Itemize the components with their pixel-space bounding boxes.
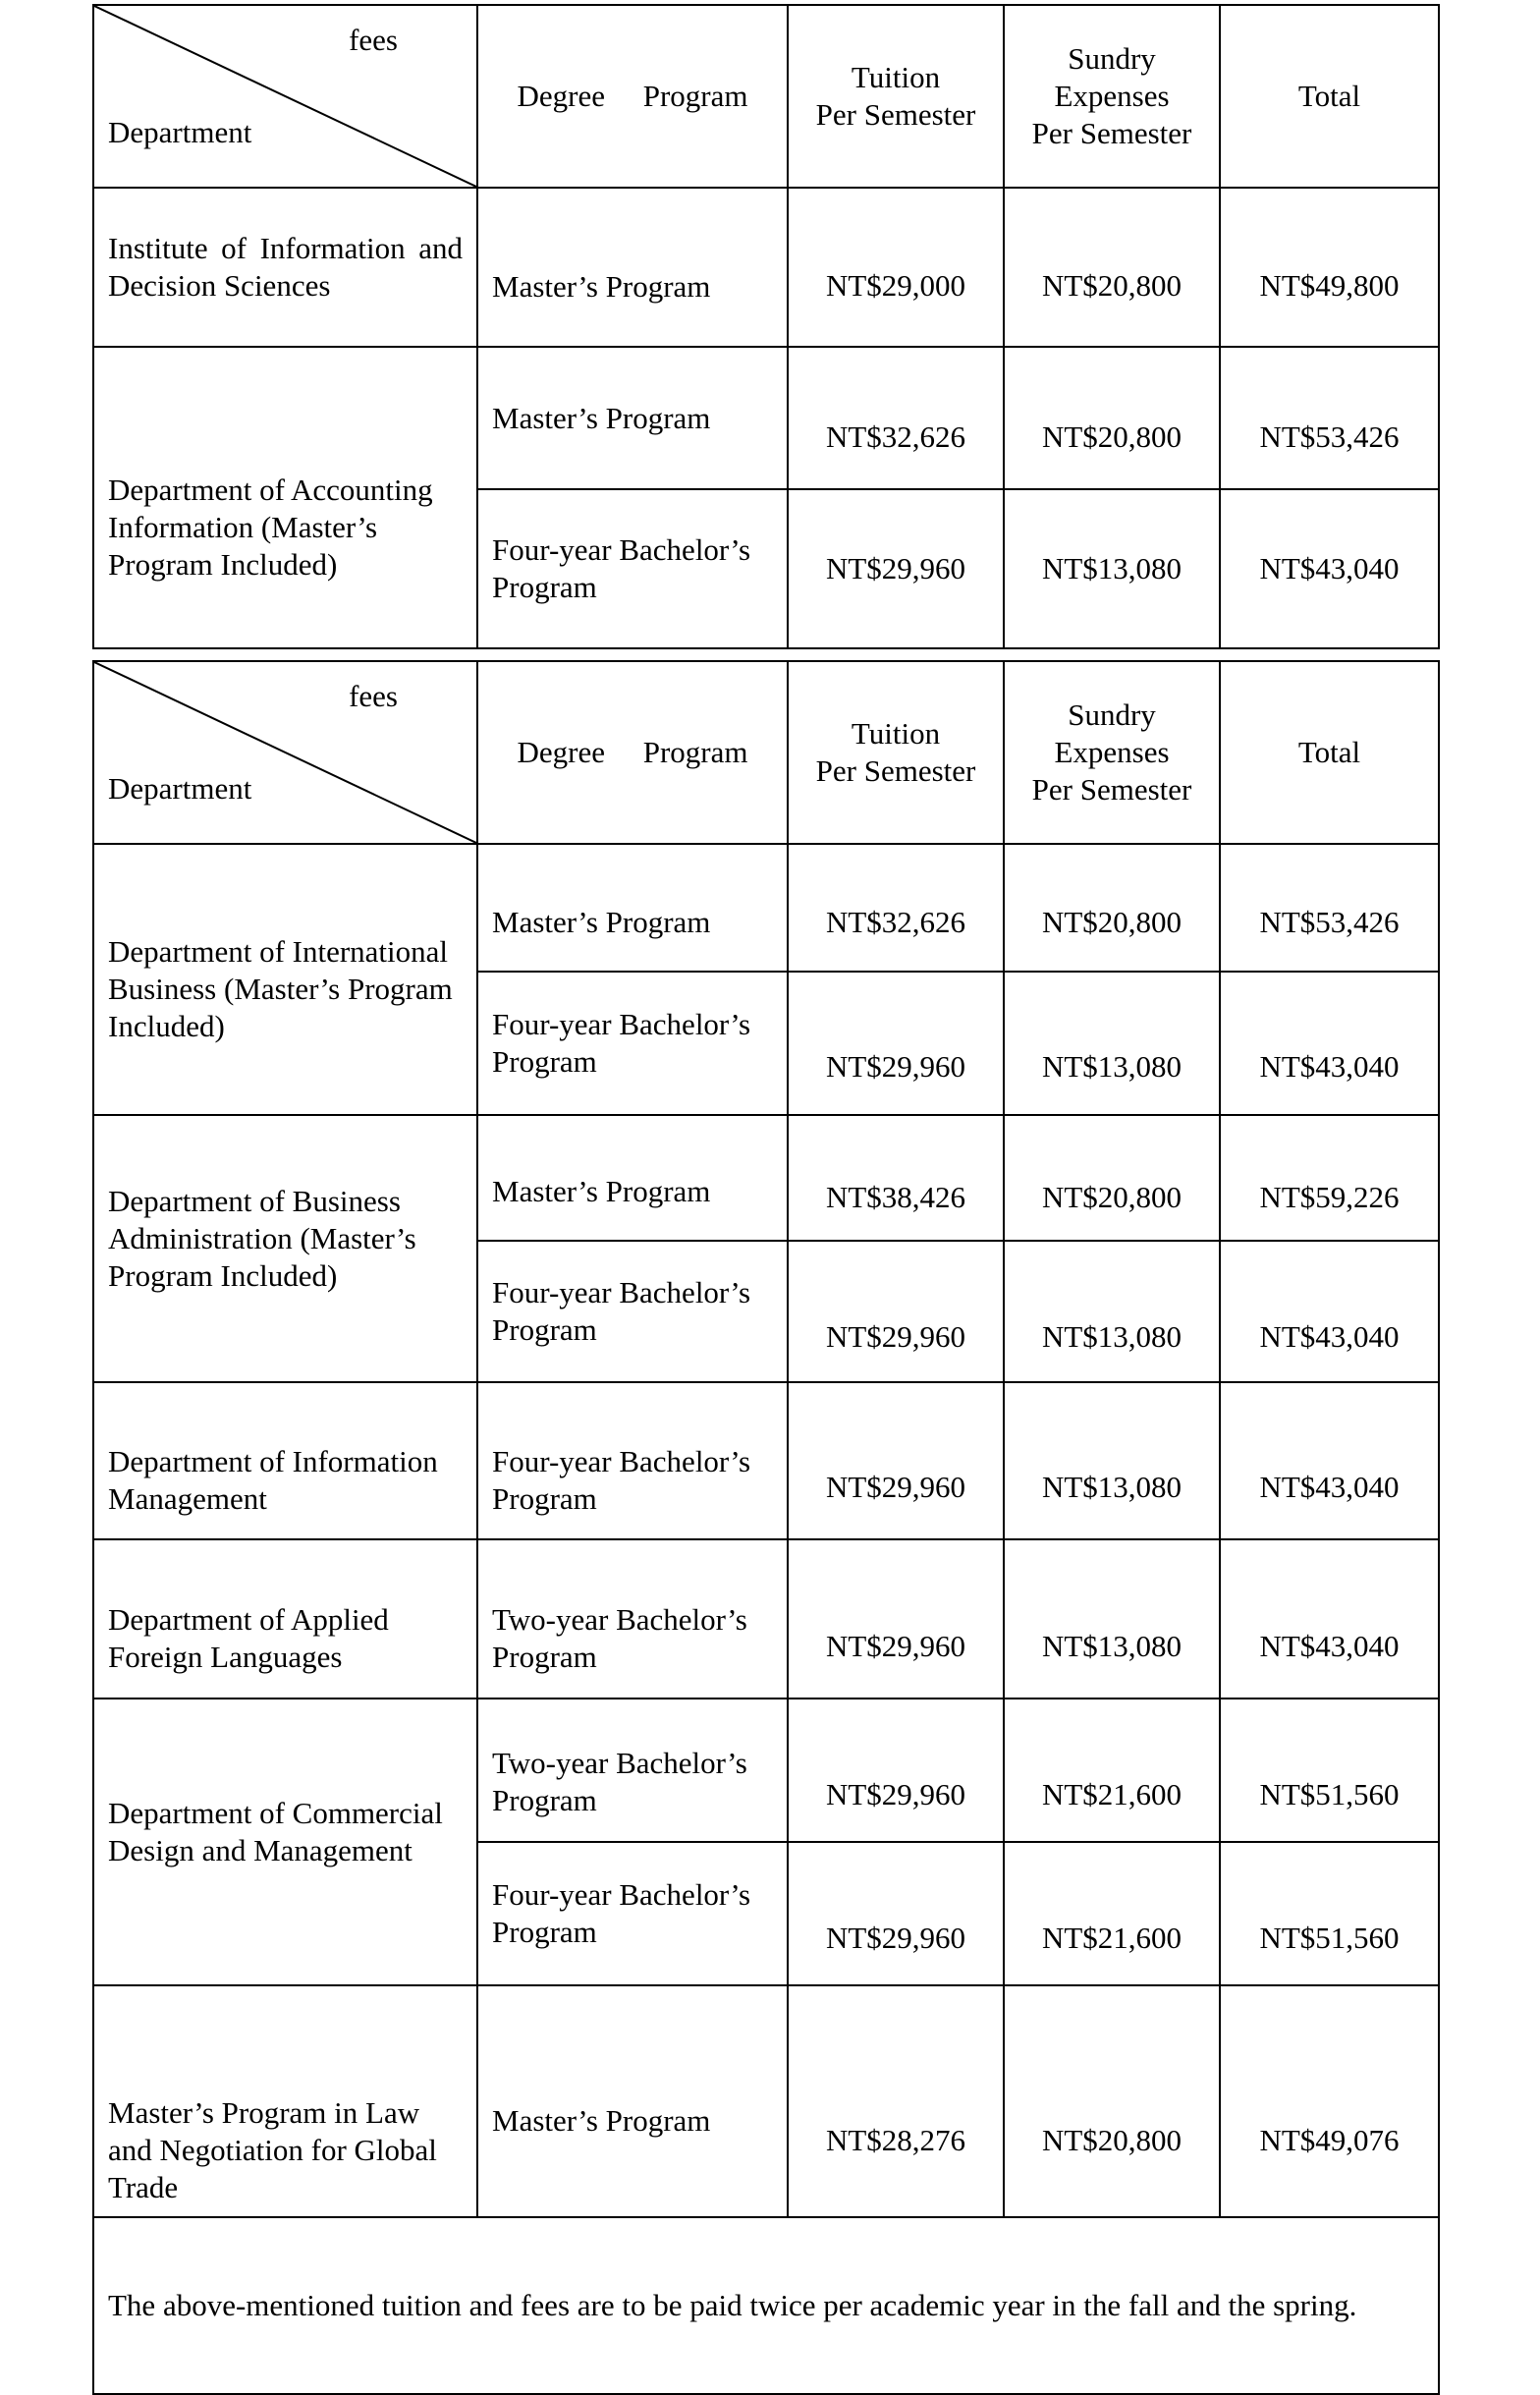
- department-label: Department: [108, 771, 252, 806]
- tuition-header-line1: Tuition: [851, 60, 941, 94]
- note-row: [93, 2217, 1439, 2394]
- tuition-cell: NT$29,960: [788, 1842, 1004, 1985]
- total-cell: NT$59,226: [1220, 1115, 1439, 1241]
- tuition-header-line2: Per Semester: [815, 97, 976, 132]
- department-cell: Department of Commercial Design and Management: [93, 1699, 477, 1985]
- sundry-cell: NT$21,600: [1004, 1842, 1220, 1985]
- tuition-cell: NT$29,960: [788, 489, 1004, 648]
- diagonal-header-cell: [93, 5, 477, 188]
- program-cell: Master’s Program: [477, 1985, 788, 2217]
- sundry-header-line3: Per Semester: [1031, 116, 1192, 150]
- table-row: [93, 1699, 1439, 1842]
- department-label: Department: [108, 115, 252, 149]
- tuition-cell: NT$29,960: [788, 1699, 1004, 1842]
- sundry-cell: NT$13,080: [1004, 972, 1220, 1115]
- degree-program-header: Degree Program: [477, 5, 788, 188]
- sundry-header-line1: Sundry: [1068, 697, 1156, 732]
- program-cell: Four-year Bachelor’s Program: [477, 1241, 788, 1382]
- program-cell: Master’s Program: [477, 1115, 788, 1241]
- sundry-cell: NT$20,800: [1004, 188, 1220, 347]
- diagonal-header-cell: [93, 661, 477, 844]
- department-cell: Department of Business Administration (Master’s Program Included): [93, 1115, 477, 1382]
- tuition-cell: NT$29,960: [788, 972, 1004, 1115]
- program-cell: Four-year Bachelor’s Program: [477, 489, 788, 648]
- sundry-header-line2: Expenses: [1054, 735, 1170, 769]
- total-cell: NT$53,426: [1220, 347, 1439, 489]
- program-cell: Four-year Bachelor’s Program: [477, 972, 788, 1115]
- tuition-cell: NT$38,426: [788, 1115, 1004, 1241]
- department-cell: Master’s Program in Law and Negotiation for Global Trade: [93, 1985, 477, 2217]
- fees-label: fees: [349, 679, 398, 713]
- sundry-header: [1004, 5, 1220, 188]
- tuition-cell: NT$32,626: [788, 844, 1004, 972]
- tuition-cell: NT$29,960: [788, 1382, 1004, 1539]
- program-cell: Four-year Bachelor’s Program: [477, 1842, 788, 1985]
- department-cell: Department of Applied Foreign Languages: [93, 1539, 477, 1699]
- table-row: [93, 347, 1439, 489]
- table-row: [93, 844, 1439, 972]
- program-cell: Master’s Program: [477, 347, 788, 489]
- sundry-cell: NT$13,080: [1004, 1382, 1220, 1539]
- total-cell: NT$53,426: [1220, 844, 1439, 972]
- total-header: Total: [1220, 5, 1439, 188]
- total-cell: NT$43,040: [1220, 972, 1439, 1115]
- sundry-cell: NT$13,080: [1004, 489, 1220, 648]
- degree-program-header: Degree Program: [477, 661, 788, 844]
- diagonal-line: [94, 662, 476, 843]
- sundry-cell: NT$21,600: [1004, 1699, 1220, 1842]
- diagonal-line: [94, 6, 476, 187]
- fees-label: fees: [349, 23, 398, 57]
- header-row: [93, 5, 1439, 188]
- table-row: [93, 1115, 1439, 1241]
- sundry-cell: NT$20,800: [1004, 347, 1220, 489]
- total-cell: NT$49,800: [1220, 188, 1439, 347]
- sundry-cell: NT$13,080: [1004, 1241, 1220, 1382]
- department-cell: Department of Accounting Information (Master’s Program Included): [93, 347, 477, 648]
- tuition-cell: NT$29,000: [788, 188, 1004, 347]
- total-cell: NT$43,040: [1220, 1241, 1439, 1382]
- sundry-cell: NT$13,080: [1004, 1539, 1220, 1699]
- sundry-cell: NT$20,800: [1004, 1985, 1220, 2217]
- tuition-cell: NT$32,626: [788, 347, 1004, 489]
- fees-table-2: [92, 660, 1440, 2395]
- tuition-cell: NT$28,276: [788, 1985, 1004, 2217]
- department-cell: Department of International Business (Master’s Program Included): [93, 844, 477, 1115]
- sundry-cell: NT$20,800: [1004, 844, 1220, 972]
- table-row: [93, 1985, 1439, 2217]
- payment-note: The above-mentioned tuition and fees are to be paid twice per academic year in the fall and the spring.: [93, 2217, 1439, 2394]
- program-cell: Master’s Program: [477, 188, 788, 347]
- sundry-cell: NT$20,800: [1004, 1115, 1220, 1241]
- tuition-header: [788, 661, 1004, 844]
- sundry-header-line1: Sundry: [1068, 41, 1156, 76]
- program-cell: Four-year Bachelor’s Program: [477, 1382, 788, 1539]
- sundry-header-line3: Per Semester: [1031, 772, 1192, 807]
- department-cell: Department of Information Management: [93, 1382, 477, 1539]
- tuition-cell: NT$29,960: [788, 1241, 1004, 1382]
- sundry-header: [1004, 661, 1220, 844]
- table-row: [93, 1539, 1439, 1699]
- program-cell: Two-year Bachelor’s Program: [477, 1699, 788, 1842]
- header-row: [93, 661, 1439, 844]
- program-cell: Two-year Bachelor’s Program: [477, 1539, 788, 1699]
- table-row: [93, 188, 1439, 347]
- total-cell: NT$43,040: [1220, 1539, 1439, 1699]
- total-cell: NT$43,040: [1220, 1382, 1439, 1539]
- tuition-header-line2: Per Semester: [815, 753, 976, 788]
- total-cell: NT$51,560: [1220, 1699, 1439, 1842]
- total-cell: NT$43,040: [1220, 489, 1439, 648]
- tuition-cell: NT$29,960: [788, 1539, 1004, 1699]
- total-cell: NT$49,076: [1220, 1985, 1439, 2217]
- program-cell: Master’s Program: [477, 844, 788, 972]
- sundry-header-line2: Expenses: [1054, 79, 1170, 113]
- table-row: [93, 1382, 1439, 1539]
- fees-table-1: [92, 4, 1440, 649]
- total-header: Total: [1220, 661, 1439, 844]
- total-cell: NT$51,560: [1220, 1842, 1439, 1985]
- tuition-header-line1: Tuition: [851, 716, 941, 751]
- tuition-header: [788, 5, 1004, 188]
- department-cell: Institute of Information and Decision Sciences: [93, 188, 477, 347]
